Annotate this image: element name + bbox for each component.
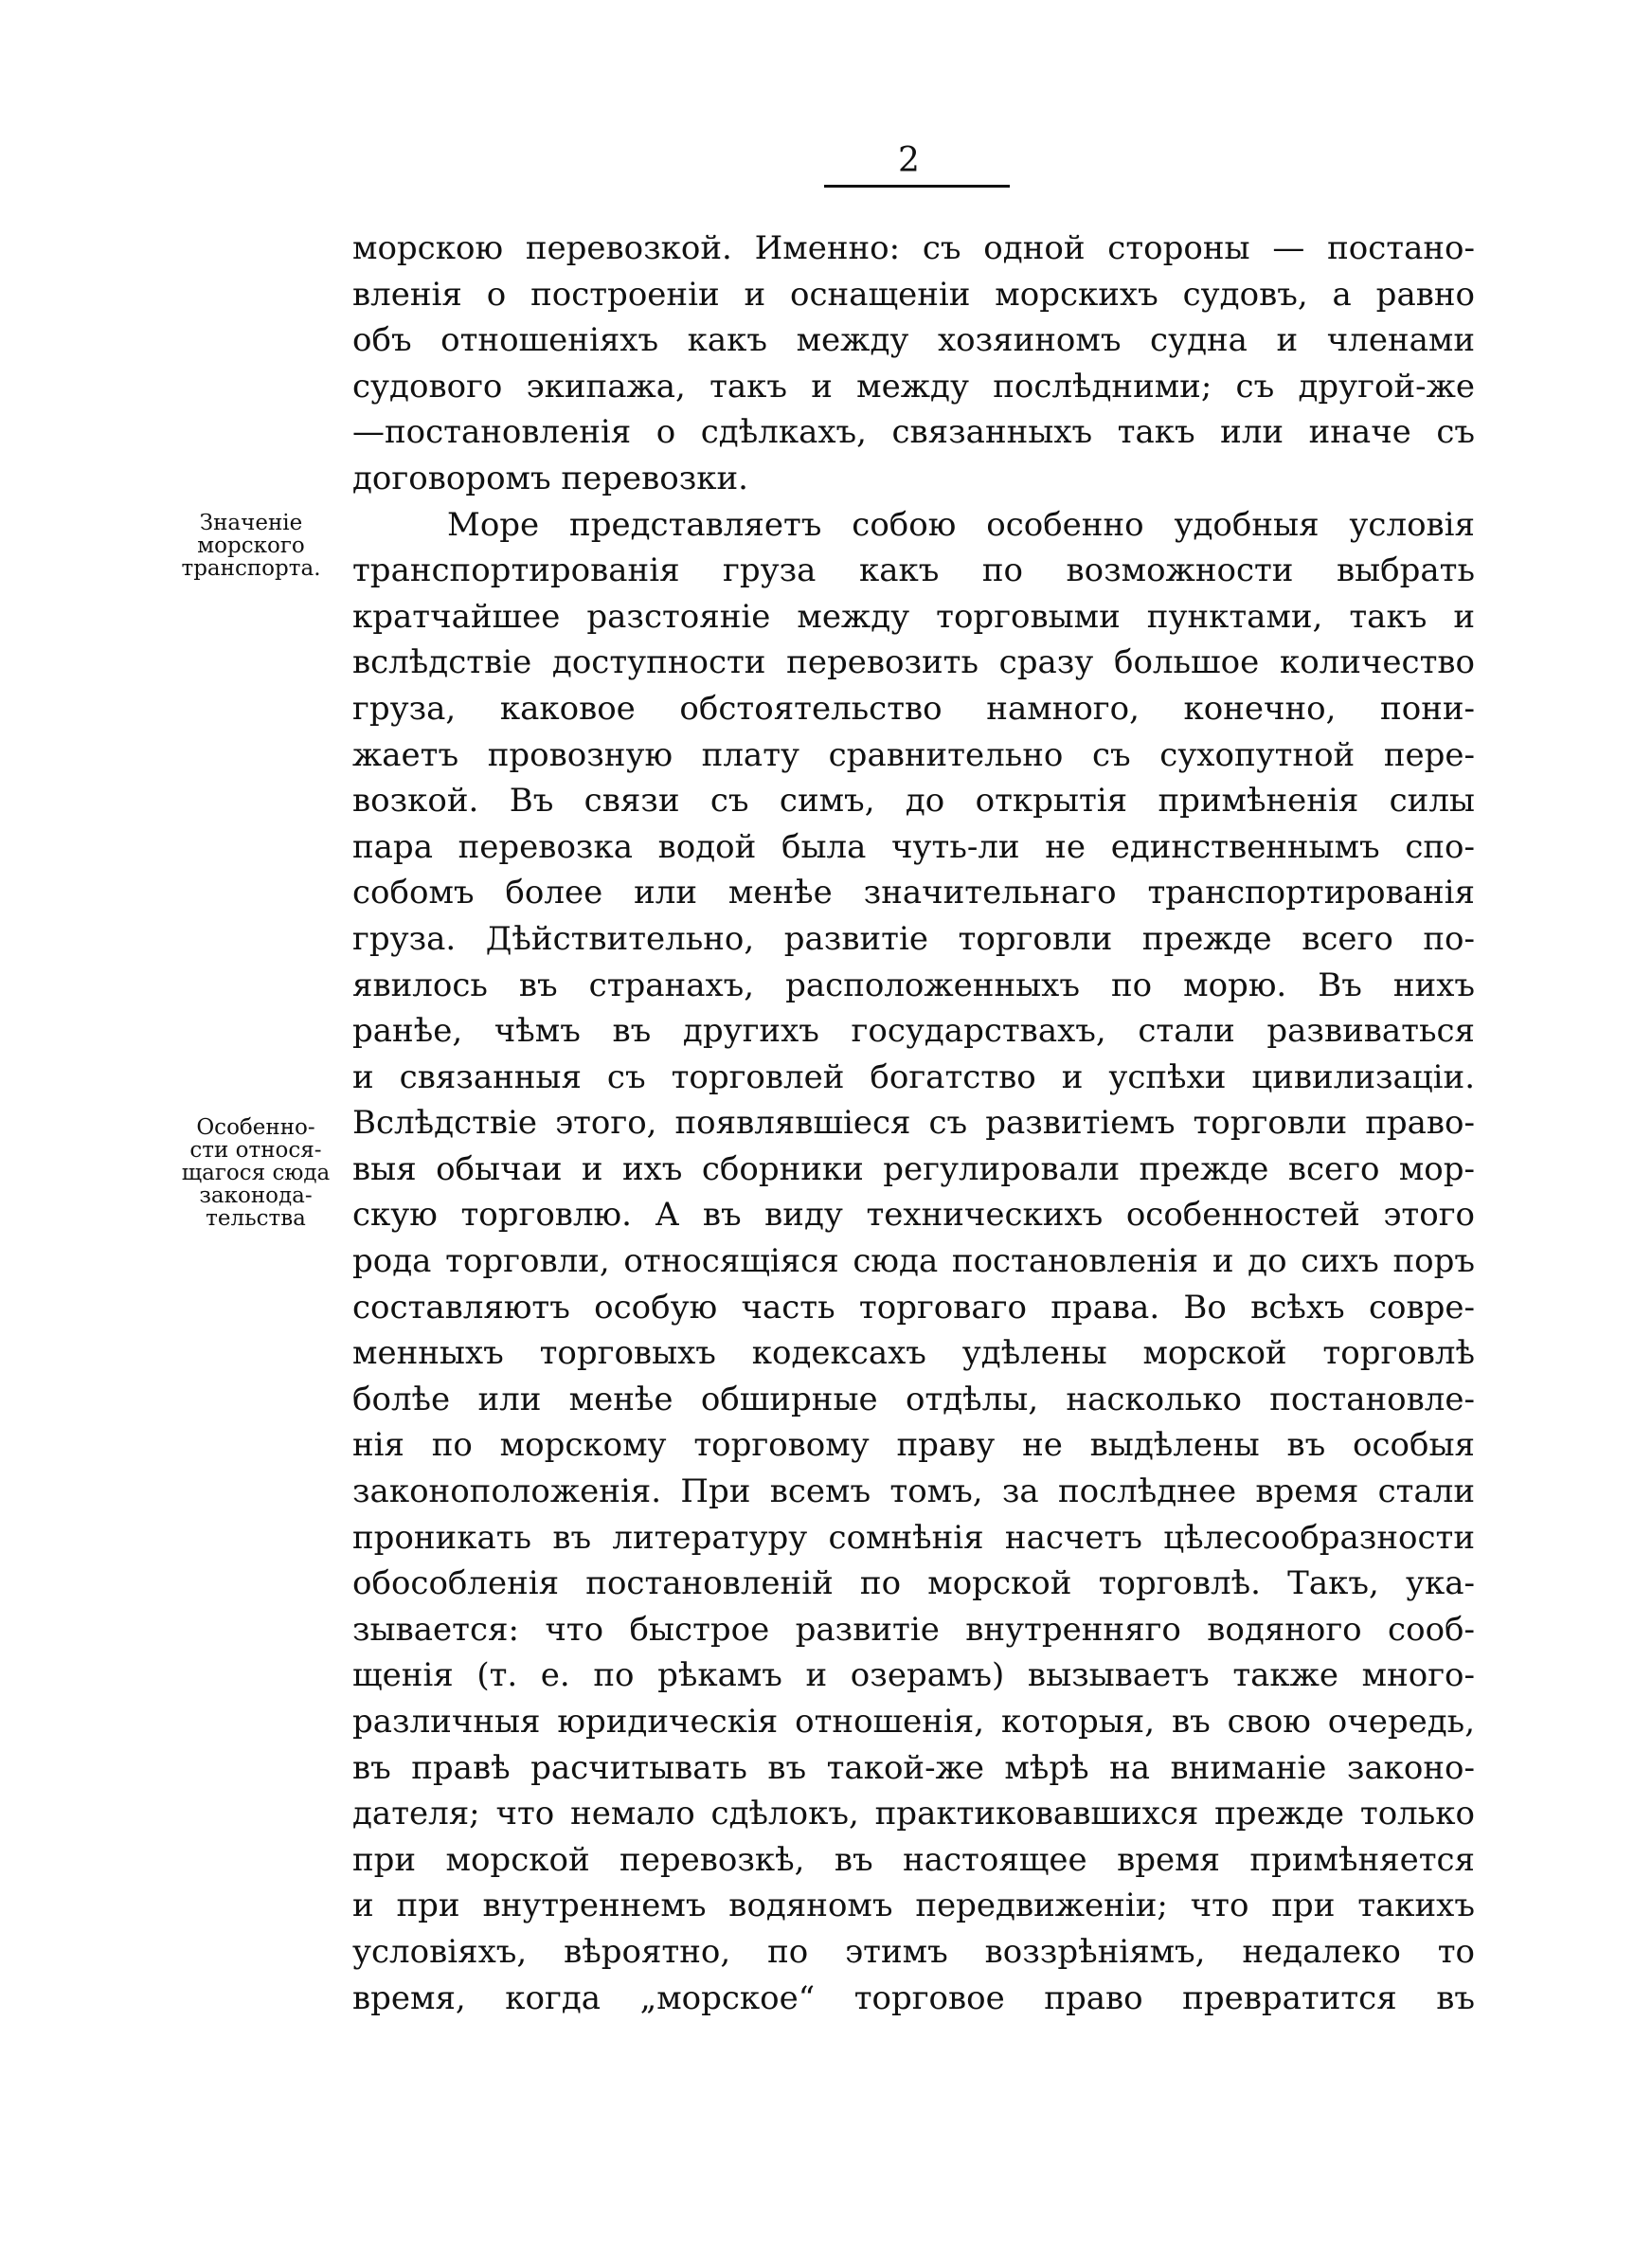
margin-note-significance: [161, 512, 341, 580]
text-line: обособленія постановленій по морской торговлѣ. Такъ, ука-: [352, 1564, 1475, 1603]
text-line: вленія о построеніи и оснащеніи морскихъ судовъ, а равно: [352, 275, 1475, 314]
text-line: составляютъ особую часть торговаго права. Во всѣхъ совре-: [352, 1288, 1475, 1327]
margin-note-line: Значеніе: [199, 511, 303, 535]
margin-note-line: тельства: [206, 1206, 306, 1231]
text-line: груза, каковое обстоятельство намного, конечно, пони-: [352, 689, 1475, 728]
text-line: время, когда „морское“ торговое право превратится въ: [352, 1978, 1475, 2017]
text-line: щенія (т. е. по рѣкамъ и озерамъ) вызываетъ также много-: [352, 1656, 1475, 1695]
text-line: пара перевозка водой была чуть-ли не единственнымъ спо-: [352, 827, 1475, 866]
text-line: въ правѣ расчитывать въ такой-же мѣрѣ на вниманіе законо-: [352, 1748, 1475, 1787]
text-line: скую торговлю. А въ виду техническихъ особенностей этого: [352, 1196, 1475, 1235]
text-line: ранѣе, чѣмъ въ другихъ государствахъ, стали развиваться: [352, 1012, 1475, 1051]
text-line: Море представляетъ собою особенно удобныя условія: [447, 505, 1475, 544]
text-line: —постановленія о сдѣлкахъ, связанныхъ такъ или иначе съ: [352, 413, 1475, 452]
text-line: Вслѣдствіе этого, появлявшіеся съ развитіемъ торговли право-: [352, 1104, 1475, 1143]
margin-note-line: Особенно-: [196, 1115, 315, 1140]
page-number: 2: [898, 141, 920, 180]
text-line: законоположенія. При всемъ томъ, за послѣднее время стали: [352, 1472, 1475, 1511]
text-line: собомъ более или менѣе значительнаго транспортированія: [352, 874, 1475, 912]
text-line: возкой. Въ связи съ симъ, до открытія примѣненія силы: [352, 782, 1475, 821]
text-line: вслѣдствіе доступности перевозить сразу большое количество: [352, 643, 1475, 682]
text-line: проникать въ литературу сомнѣнія насчетъ цѣлесообразности: [352, 1518, 1475, 1557]
text-line: договоромъ перевозки.: [352, 459, 748, 497]
text-line: объ отношеніяхъ какъ между хозяиномъ судна и членами: [352, 321, 1475, 360]
margin-note-line: законода-: [199, 1183, 313, 1208]
text-line: судового экипажа, такъ и между послѣдними; съ другой-же: [352, 367, 1475, 406]
margin-note-line: транспорта.: [181, 556, 321, 581]
text-line: жаетъ провозную плату сравнительно съ сухопутной пере-: [352, 735, 1475, 774]
margin-note-line: щагося сюда: [181, 1161, 331, 1185]
text-line: явилось въ странахъ, расположенныхъ по морю. Въ нихъ: [352, 966, 1475, 1004]
text-line: кратчайшее разстояніе между торговыми пунктами, такъ и: [352, 597, 1475, 636]
text-line: транспортированія груза какъ по возможности выбрать: [352, 551, 1475, 590]
text-line: при морской перевозкѣ, въ настоящее время примѣняется: [352, 1840, 1475, 1879]
text-line: дателя; что немало сдѣлокъ, практиковавшихся прежде только: [352, 1795, 1475, 1833]
text-line: различныя юридическія отношенія, которыя, въ свою очередь,: [352, 1703, 1475, 1741]
text-line: нія по морскому торговому праву не выдѣлены въ особыя: [352, 1426, 1475, 1465]
margin-note-line: сти относя-: [189, 1138, 322, 1163]
text-line: рода торговли, относящіяся сюда постановленія и до сихъ поръ: [352, 1242, 1475, 1281]
text-line: зывается: что быстрое развитіе внутренняго водяного сооб-: [352, 1610, 1475, 1649]
text-line: груза. Дѣйствительно, развитіе торговли прежде всего по-: [352, 919, 1475, 958]
text-line: менныхъ торговыхъ кодексахъ удѣлены морской торговлѣ: [352, 1334, 1475, 1373]
margin-note-line: морского: [197, 533, 305, 558]
text-line: морскою перевозкой. Именно: съ одной стороны — постано-: [352, 229, 1475, 267]
text-line: выя обычаи и ихъ сборники регулировали прежде всего мор-: [352, 1149, 1475, 1188]
text-line: и связанныя съ торговлей богатство и успѣхи цивилизаціи.: [352, 1057, 1475, 1096]
text-line: условіяхъ, вѣроятно, по этимъ воззрѣніямъ, недалеко то: [352, 1932, 1475, 1971]
header-rule: [824, 185, 1010, 188]
text-line: болѣе или менѣе обширные отдѣлы, насколько постановле-: [352, 1380, 1475, 1418]
text-line: и при внутреннемъ водяномъ передвиженіи; что при такихъ: [352, 1887, 1475, 1925]
margin-note-peculiarities: [161, 1116, 350, 1230]
body-text: [352, 226, 1475, 2021]
